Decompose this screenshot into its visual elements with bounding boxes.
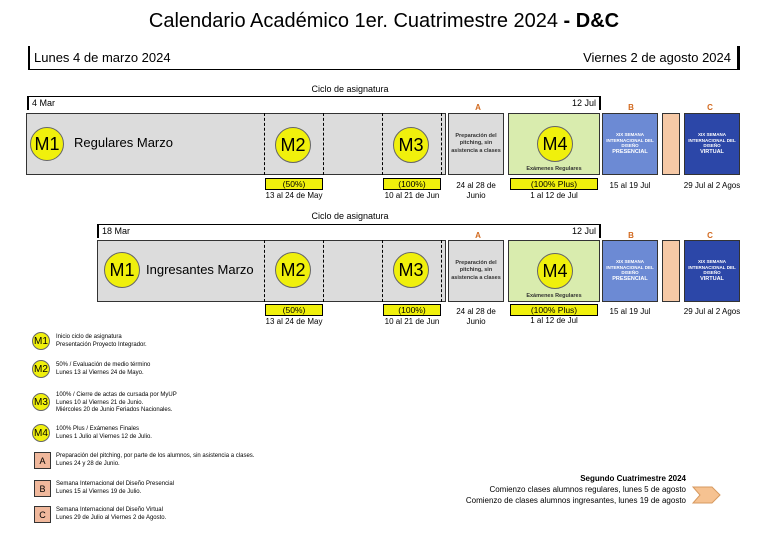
legend-m4 [56, 426, 152, 441]
milestone-m2: M2 [275, 252, 311, 288]
page-title [0, 10, 768, 33]
legend-line: Lunes 13 al Viernes 24 de Mayo. [56, 369, 144, 376]
title-text: Calendario Académico 1er. Cuatrimestre 2024 [148, 10, 558, 32]
m4-box [508, 113, 600, 175]
milestone-m2: M2 [275, 127, 311, 163]
legend-m1-icon: M1 [32, 332, 50, 350]
m3-dates: 10 al 21 de Jun [384, 191, 440, 200]
divider [441, 240, 442, 302]
milestone-m4: M4 [537, 126, 573, 162]
legend-line: Lunes 10 al Viernes 21 de Junio. [56, 399, 144, 406]
label-a: A [475, 103, 481, 112]
legend-c-icon: C [34, 506, 51, 523]
m4-box [508, 240, 600, 302]
cycle-start: 18 Mar [102, 226, 131, 236]
separator-block [662, 113, 680, 175]
second-term-title: Segundo Cuatrimestre 2024 [580, 474, 686, 483]
legend-line: Lunes 1 Julio al Viernes 12 de Julio. [56, 433, 152, 440]
milestone-m4: M4 [537, 253, 573, 289]
cycle-label: Ciclo de asignatura [311, 211, 389, 221]
legend-line: Preparación del pitching, por parte de los alumnos, sin asistencia a clases. [56, 453, 255, 459]
title-suffix: - D&C [558, 10, 620, 32]
b-dates: 15 al 19 Jul [609, 181, 651, 190]
semana-mode: VIRTUAL [700, 149, 724, 156]
range-start: Lunes 4 de marzo 2024 [34, 50, 171, 65]
legend-line: 50% / Evaluación de medio término [56, 362, 151, 368]
legend-a [56, 453, 254, 468]
cycle-label: Ciclo de asignatura [311, 84, 389, 94]
m3-pct: (100%) [383, 178, 441, 190]
m3-dates: 10 al 21 de Jun [384, 317, 440, 326]
legend-line: Lunes 24 y 28 de Junio. [56, 460, 120, 467]
prep-box-a: Preparación del pitching, sin asistencia a clases [448, 240, 504, 302]
cycle-end: 12 Jul [571, 98, 596, 108]
milestone-m3: M3 [393, 252, 429, 288]
semana-text: XIX SEMANA INTERNACIONAL DEL DISEÑO [606, 131, 654, 149]
semana-text: XIX SEMANA INTERNACIONAL DEL DISEÑO [606, 258, 654, 276]
cycle-end: 12 Jul [571, 226, 596, 236]
label-b: B [628, 231, 634, 240]
label-c: C [707, 231, 713, 240]
m4-dates: 1 al 12 de Jul [530, 191, 578, 200]
divider [323, 113, 324, 175]
semana-virtual [684, 240, 740, 302]
milestone-m1: M1 [30, 127, 64, 161]
semana-text: XIX SEMANA INTERNACIONAL DEL DISEÑO [688, 258, 736, 276]
legend-m2-icon: M2 [32, 360, 50, 378]
divider [264, 240, 265, 302]
a-dates: 24 al 28 de Junio [456, 307, 496, 326]
legend-line: 100% Plus / Exámenes Finales [56, 426, 140, 432]
divider [264, 113, 265, 175]
second-term-line: Comienzo clases alumnos regulares, lunes 5 de agosto [489, 484, 686, 494]
second-term-line: Comienzo de clases alumnos ingresantes, lunes 19 de agosto [465, 495, 686, 505]
semana-mode: VIRTUAL [700, 276, 724, 283]
legend-line: Semana Internacional del Diseño Presencial [56, 481, 175, 487]
legend-line: Lunes 29 de Julio al Viernes 2 de Agosto. [56, 514, 167, 521]
arrow-icon [692, 486, 722, 504]
legend-m3-icon: M3 [32, 393, 50, 411]
cycle-bar [28, 96, 600, 110]
legend-b-icon: B [34, 480, 51, 497]
c-dates: 29 Jul al 2 Agos [683, 307, 741, 316]
milestone-m3: M3 [393, 127, 429, 163]
group-label: Ingresantes Marzo [146, 262, 254, 277]
m4-caption: Exámenes Regulares [526, 293, 582, 299]
legend-m3 [56, 392, 177, 415]
semana-presencial [602, 113, 658, 175]
prep-box-a: Preparación del pitching, sin asistencia a clases [448, 113, 504, 175]
legend-m4-icon: M4 [32, 424, 50, 442]
milestone-m1: M1 [104, 252, 140, 288]
date-range [28, 46, 740, 70]
second-term [400, 474, 686, 506]
separator-block [662, 240, 680, 302]
legend-a-icon: A [34, 452, 51, 469]
m4-pct: (100% Plus) [510, 178, 598, 190]
m2-dates: 13 al 24 de May [265, 191, 323, 200]
legend-line: Miércoles 20 de Junio Feriados Nacionales. [56, 407, 173, 413]
divider [323, 240, 324, 302]
legend-m2 [56, 362, 150, 377]
a-dates: 24 al 28 de Junio [456, 181, 496, 200]
divider [382, 240, 383, 302]
label-a: A [475, 231, 481, 240]
range-end: Viernes 2 de agosto 2024 [583, 50, 731, 65]
semana-presencial [602, 240, 658, 302]
m4-caption: Exámenes Regulares [526, 166, 582, 172]
legend-line: Lunes 15 al Viernes 19 de Julio. [56, 488, 142, 495]
divider [382, 113, 383, 175]
c-dates: 29 Jul al 2 Agos [683, 181, 741, 190]
legend-m1 [56, 334, 147, 349]
legend-line: Presentación Proyecto Integrador. [56, 341, 147, 348]
legend-c [56, 507, 166, 522]
legend-b [56, 481, 174, 496]
semana-text: XIX SEMANA INTERNACIONAL DEL DISEÑO [688, 131, 736, 149]
cycle-bar [98, 224, 600, 238]
label-b: B [628, 103, 634, 112]
legend-line: 100% / Cierre de actas de cursada por MyUP [56, 392, 177, 398]
cycle-start: 4 Mar [32, 98, 56, 108]
legend-line: Inicio ciclo de asignatura [56, 334, 122, 340]
m3-pct: (100%) [383, 304, 441, 316]
m2-dates: 13 al 24 de May [265, 317, 323, 326]
label-c: C [707, 103, 713, 112]
semana-mode: PRESENCIAL [612, 276, 648, 283]
group-label: Regulares Marzo [74, 135, 173, 150]
m4-pct: (100% Plus) [510, 304, 598, 316]
semana-mode: PRESENCIAL [612, 149, 648, 156]
divider [441, 113, 442, 175]
legend-line: Semana Internacional del Diseño Virtual [56, 507, 163, 513]
semana-virtual [684, 113, 740, 175]
m4-dates: 1 al 12 de Jul [530, 316, 578, 325]
m2-pct: (50%) [265, 304, 323, 316]
m2-pct: (50%) [265, 178, 323, 190]
b-dates: 15 al 19 Jul [609, 307, 651, 316]
